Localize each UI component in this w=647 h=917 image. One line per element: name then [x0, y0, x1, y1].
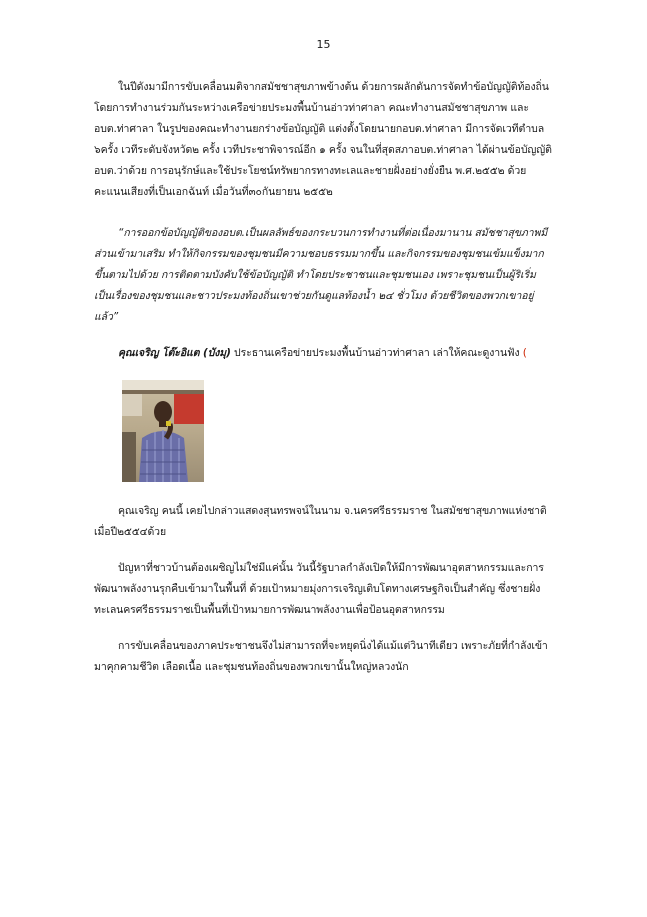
page-number: 15	[316, 38, 331, 51]
paragraph-speaker-attribution	[94, 343, 554, 364]
speaker-name: คุณเจริญ โต๊ะอิแต (บังมุ)	[118, 347, 231, 359]
open-paren: (	[522, 347, 527, 359]
speaker-photo	[122, 380, 204, 482]
paragraph-photo-caption: คุณเจริญ คนนี้ เคยไปกล่าวแสดงสุนทรพจน์ในนาม จ.นครศรีธรรมราช ในสมัชชาสุขภาพแห่งชาติเมื่อปี๒๕๕๔ด้วย	[94, 505, 547, 538]
paragraph-industrial-threat: ปัญหาที่ชาวบ้านต้องเผชิญไม่ใช่มีแค่นั้น วันนี้รัฐบาลกำลังเปิดให้มีการพัฒนาอุตสาหกรรมและการพัฒนาพลังงานรุกคืบเข้ามาในพื้นที่ ด้วยเป้าหมายมุ่งการเจริญเติบโตทางเศรษฐกิจเป็นสำคัญ ซึ่งชายฝั่งทะเลนครศรีธรรมราชเป็นพื้นที่เป้าหมายการพัฒนาพลังงานเพื่อป้อนอุตสาหกรรม	[94, 562, 544, 616]
paragraph-ordinance-history: ในปีดังมามีการขับเคลื่อนมติจากสมัชชาสุขภาพข้างต้น ด้วยการผลักดันการจัดทำข้อบัญญัติท้องถิ่น โดยการทำงานร่วมกันระหว่างเครือข่ายประมงพื้นบ้านอ่าวท่าศาลา คณะทำงานสมัชชาสุขภาพ และอบต.ท่าศาลา ในรูปของคณะทำงานยกร่างข้อบัญญัติ แต่งตั้งโดยนายกอบต.ท่าศาลา มีการจัดเวทีตำบล ๖ครั้ง เวทีระดับจังหวัด๒ ครั้ง เวทีประชาพิจารณ์อีก ๑ ครั้ง จนในที่สุดสภาอบต.ท่าศาลา ได้ผ่านข้อบัญญัติอบต.ว่าด้วย การอนุรักษ์และใช้ประโยชน์ทรัพยากรทางทะเลและชายฝั่งอย่างยั่งยืน พ.ศ.๒๕๕๒ ด้วยคะแนนเสียงที่เป็นเอกฉันท์ เมื่อวันที่๓๐กันยายน ๒๕๕๒	[94, 81, 552, 198]
paragraph-conclusion: การขับเคลื่อนของภาคประชาชนจึงไม่สามารถที่จะหยุดนิ่งได้แม้แต่วินาทีเดียว เพราะภัยที่กำลังเข้ามาคุกคามชีวิต เลือดเนื้อ และชุมชนท้องถิ่นของพวกเขานั้นใหญ่หลวงนัก	[94, 640, 548, 673]
speaker-description: ประธานเครือข่ายประมงพื้นบ้านอ่าวท่าศาลา เล่าให้คณะดูงานฟัง	[230, 347, 523, 359]
paragraph-quote: “การออกข้อบัญญัติของอบต.เป็นผลลัพธ์ของกระบวนการทำงานที่ต่อเนื่องมานาน สมัชชาสุขภาพมีส่วนเข้ามาเสริม ทำให้กิจกรรมของชุมชนมีความชอบธรรมมากขึ้น และกิจกรรมของชุมชนเข้มแข็งมากขึ้นตามไปด้วย การติดตามบังคับใช้ข้อบัญญัติ ทำโดยประชาชนและชุมชนเอง เพราะชุมชนเป็นผู้ริเริ่ม เป็นเรื่องของชุมชนและชาวประมงท้องถิ่นเขาช่วยกันดูแลท้องน้ำ ๒๔ ชั่วโมง ด้วยชีวิตของพวกเขาอยู่แล้ว”	[94, 227, 548, 323]
